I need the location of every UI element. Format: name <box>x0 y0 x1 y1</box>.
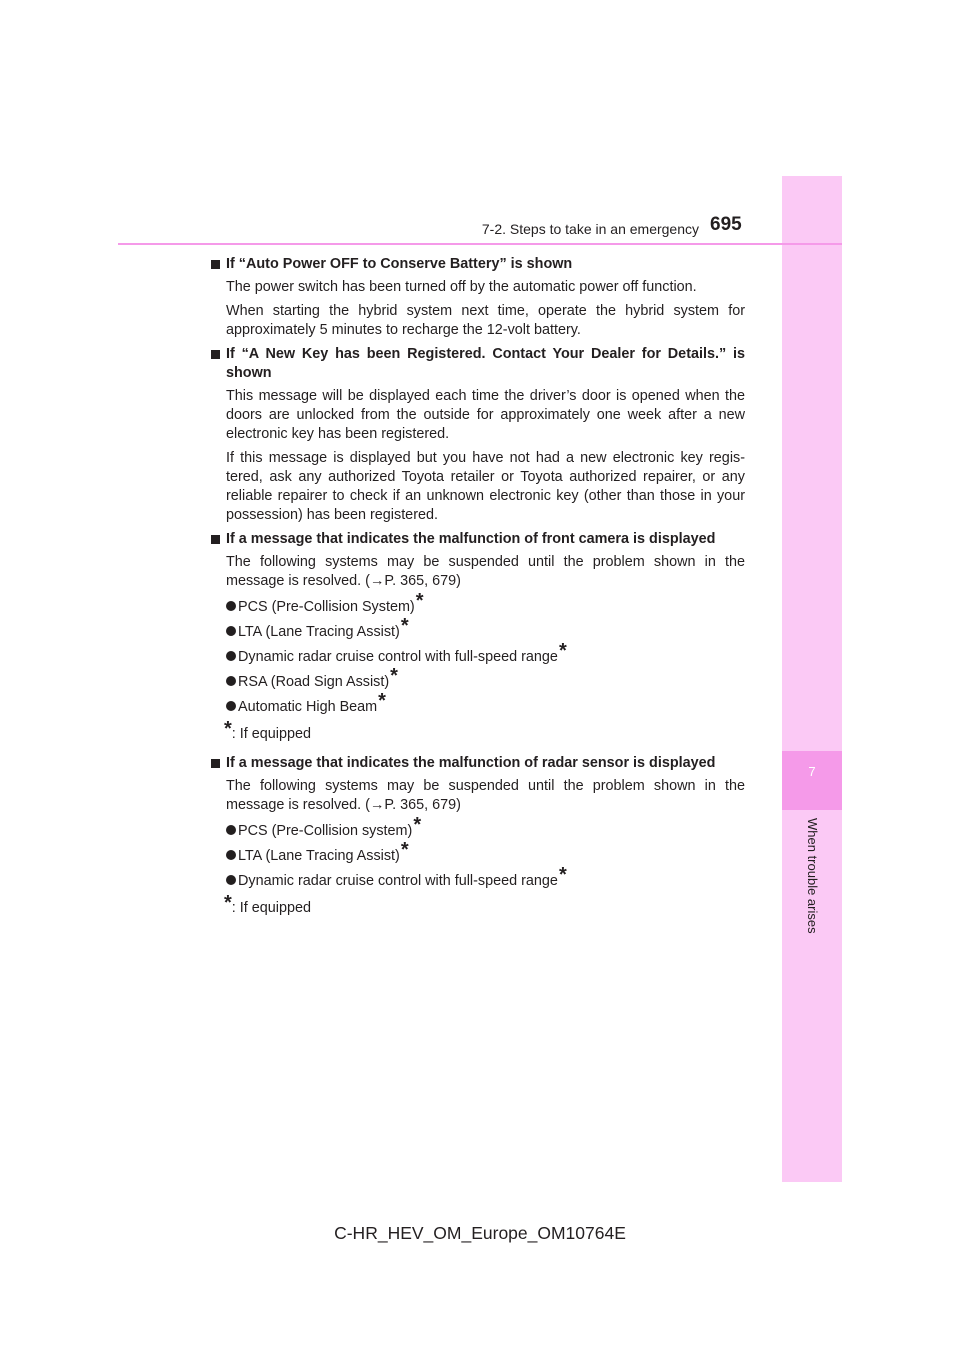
chapter-number-marker <box>782 751 842 810</box>
page-number: 695 <box>710 214 742 235</box>
document-code: C-HR_HEV_OM_Europe_OM10764E <box>334 1223 626 1243</box>
heading-text: If a message that indicates the malfunction of radar sensor is displayed <box>226 755 716 771</box>
square-bullet-icon <box>211 759 220 768</box>
list-item-text: Automatic High Beam <box>238 699 378 715</box>
paragraph: The following systems may be suspended until the problem shown in the message is resolved. (→P. 365, 679) <box>226 778 745 813</box>
header-section-title: 7-2. Steps to take in an emergency <box>481 221 699 237</box>
list-item-text: PCS (Pre-Collision system) <box>238 823 413 839</box>
asterisk-mark: * <box>415 590 424 612</box>
list-item-text: LTA (Lane Tracing Assist) <box>238 848 400 864</box>
page-content <box>210 255 745 928</box>
list-item-text: PCS (Pre-Collision System) <box>238 599 415 615</box>
chapter-number: 7 <box>808 764 816 779</box>
asterisk-mark: * <box>413 814 422 836</box>
footnote-text: : If equipped <box>231 726 312 742</box>
list-item-text: Dynamic radar cruise control with full-speed range <box>238 649 558 665</box>
footnote <box>210 718 745 744</box>
list-item <box>210 814 745 841</box>
circle-bullet-icon <box>226 601 236 611</box>
asterisk-mark: * <box>400 839 409 861</box>
header-divider <box>118 243 842 245</box>
circle-bullet-icon <box>226 875 236 885</box>
asterisk-mark: * <box>558 864 567 886</box>
section-heading <box>210 530 745 549</box>
section-front-camera-malfunction <box>210 530 745 744</box>
heading-text: If a message that indicates the malfunction of front camera is displayed <box>226 531 716 547</box>
square-bullet-icon <box>211 260 220 269</box>
asterisk-mark: * <box>378 690 386 712</box>
footnote-asterisk: * <box>224 718 232 740</box>
circle-bullet-icon <box>226 850 236 860</box>
chapter-title: When trouble arises <box>805 818 820 934</box>
paragraph: The following systems may be suspended until the problem shown in the message is resolved. (→P. 365, 679) <box>226 554 745 589</box>
asterisk-mark: * <box>558 640 567 662</box>
circle-bullet-icon <box>226 701 236 711</box>
list-item-text: Dynamic radar cruise control with full-speed range <box>238 873 558 889</box>
square-bullet-icon <box>211 535 220 544</box>
paragraph: This message will be displayed each time the driver’s door is opened when the doors are unlocked from the outside for approximately one week after a new electronic key has been registered. <box>226 388 745 442</box>
list-item <box>210 640 745 667</box>
paragraph: When starting the hybrid system next time, operate the hybrid system for approximately 5 minutes to recharge the 12-volt battery. <box>226 303 745 338</box>
circle-bullet-icon <box>226 626 236 636</box>
square-bullet-icon <box>211 350 220 359</box>
section-radar-sensor-malfunction <box>210 754 745 918</box>
list-item <box>210 590 745 617</box>
chapter-title-vertical <box>782 818 842 958</box>
heading-text: If “A New Key has been Registered. Contact Your Dealer for Details.” is shown <box>226 346 745 381</box>
circle-bullet-icon <box>226 676 236 686</box>
footnote-asterisk: * <box>224 892 232 914</box>
section-heading <box>210 754 745 773</box>
paragraph: The power switch has been turned off by the automatic power off function. <box>226 279 697 295</box>
section-heading <box>210 345 745 383</box>
list-item <box>210 690 745 717</box>
footnote <box>210 892 745 918</box>
circle-bullet-icon <box>226 651 236 661</box>
list-item <box>210 864 745 891</box>
section-heading <box>210 255 745 274</box>
list-item-text: RSA (Road Sign Assist) <box>238 674 390 690</box>
footnote-text: : If equipped <box>231 900 312 916</box>
chapter-side-tab <box>782 176 842 1182</box>
section-auto-power-off <box>210 255 745 340</box>
circle-bullet-icon <box>226 825 236 835</box>
asterisk-mark: * <box>390 665 398 687</box>
asterisk-mark: * <box>400 615 409 637</box>
heading-text: If “Auto Power OFF to Conserve Battery” is shown <box>226 256 573 272</box>
list-item <box>210 665 745 692</box>
list-item-text: LTA (Lane Tracing Assist) <box>238 624 400 640</box>
paragraph: If this message is displayed but you have not had a new electronic key regis-tered, ask any authorized Toyota retailer or Toyota authorized repairer, or any reliable repairer to check if an unknown electronic key (other than those in your possession) has been registered. <box>226 450 745 523</box>
list-item <box>210 615 745 642</box>
section-new-key-registered <box>210 345 745 525</box>
list-item <box>210 839 745 866</box>
